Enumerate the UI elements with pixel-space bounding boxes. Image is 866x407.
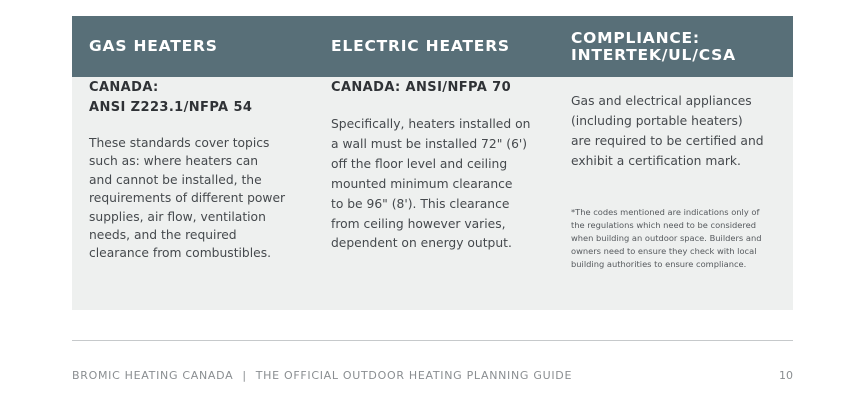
gas-standard-heading: CANADA: ANSI Z223.1/NFPA 54	[89, 80, 253, 115]
header-gas-heaters: GAS HEATERS	[89, 37, 218, 55]
text-line: such as: where heaters can	[89, 154, 259, 169]
text-line: dependent on energy output.	[331, 236, 512, 251]
header-compliance: COMPLIANCE: INTERTEK/UL/CSA	[571, 29, 736, 64]
note-line: building authorities to ensure compliance.	[571, 259, 747, 269]
text-line: These standards cover topics	[89, 136, 270, 150]
text-line: mounted minimum clearance	[331, 176, 513, 191]
note-line: owners need to ensure they check with local	[571, 245, 757, 256]
footer-separator: |	[242, 369, 247, 382]
text-line: (including portable heaters)	[571, 113, 743, 128]
text-line: Specifically, heaters installed on	[331, 117, 531, 131]
text-line: from ceiling however varies,	[331, 216, 506, 231]
text-line: clearance from combustibles.	[89, 246, 272, 261]
text-line: are required to be certified and	[571, 133, 764, 148]
footer-guide-title: THE OFFICIAL OUTDOOR HEATING PLANNING GUIDE	[255, 369, 573, 382]
note-line: the regulations which need to be considered	[571, 219, 757, 230]
text-line: requirements of different power	[89, 191, 286, 206]
header-electric-heaters: ELECTRIC HEATERS	[331, 37, 510, 55]
footer-brand: BROMIC HEATING CANADA	[72, 369, 234, 382]
note-line: when building an outdoor space. Builders and	[571, 232, 762, 243]
text-line: and cannot be installed, the	[89, 172, 262, 187]
page-footer	[72, 369, 572, 382]
text-line: needs, and the required	[89, 228, 237, 243]
text-line: exhibit a certification mark.	[571, 153, 741, 168]
gas-description	[89, 134, 285, 264]
note-line: *The codes mentioned are indications only of	[571, 206, 760, 217]
text-line: to be 96" (8'). This clearance	[331, 196, 510, 211]
electric-heaters-column	[331, 78, 530, 254]
gas-heaters-column	[89, 78, 285, 264]
text-line: a wall must be installed 72" (6')	[331, 136, 528, 151]
page-number: 10	[779, 369, 793, 382]
text-line: Gas and electrical appliances	[571, 94, 752, 108]
compliance-column	[571, 92, 764, 271]
footer-divider	[72, 340, 793, 341]
text-line: supplies, air flow, ventilation	[89, 209, 266, 224]
electric-standard-heading: CANADA: ANSI/NFPA 70	[331, 80, 512, 95]
compliance-description	[571, 92, 764, 172]
table-header	[72, 16, 793, 77]
compliance-footnote	[571, 206, 764, 271]
text-line: off the floor level and ceiling	[331, 156, 508, 171]
electric-description	[331, 115, 530, 254]
